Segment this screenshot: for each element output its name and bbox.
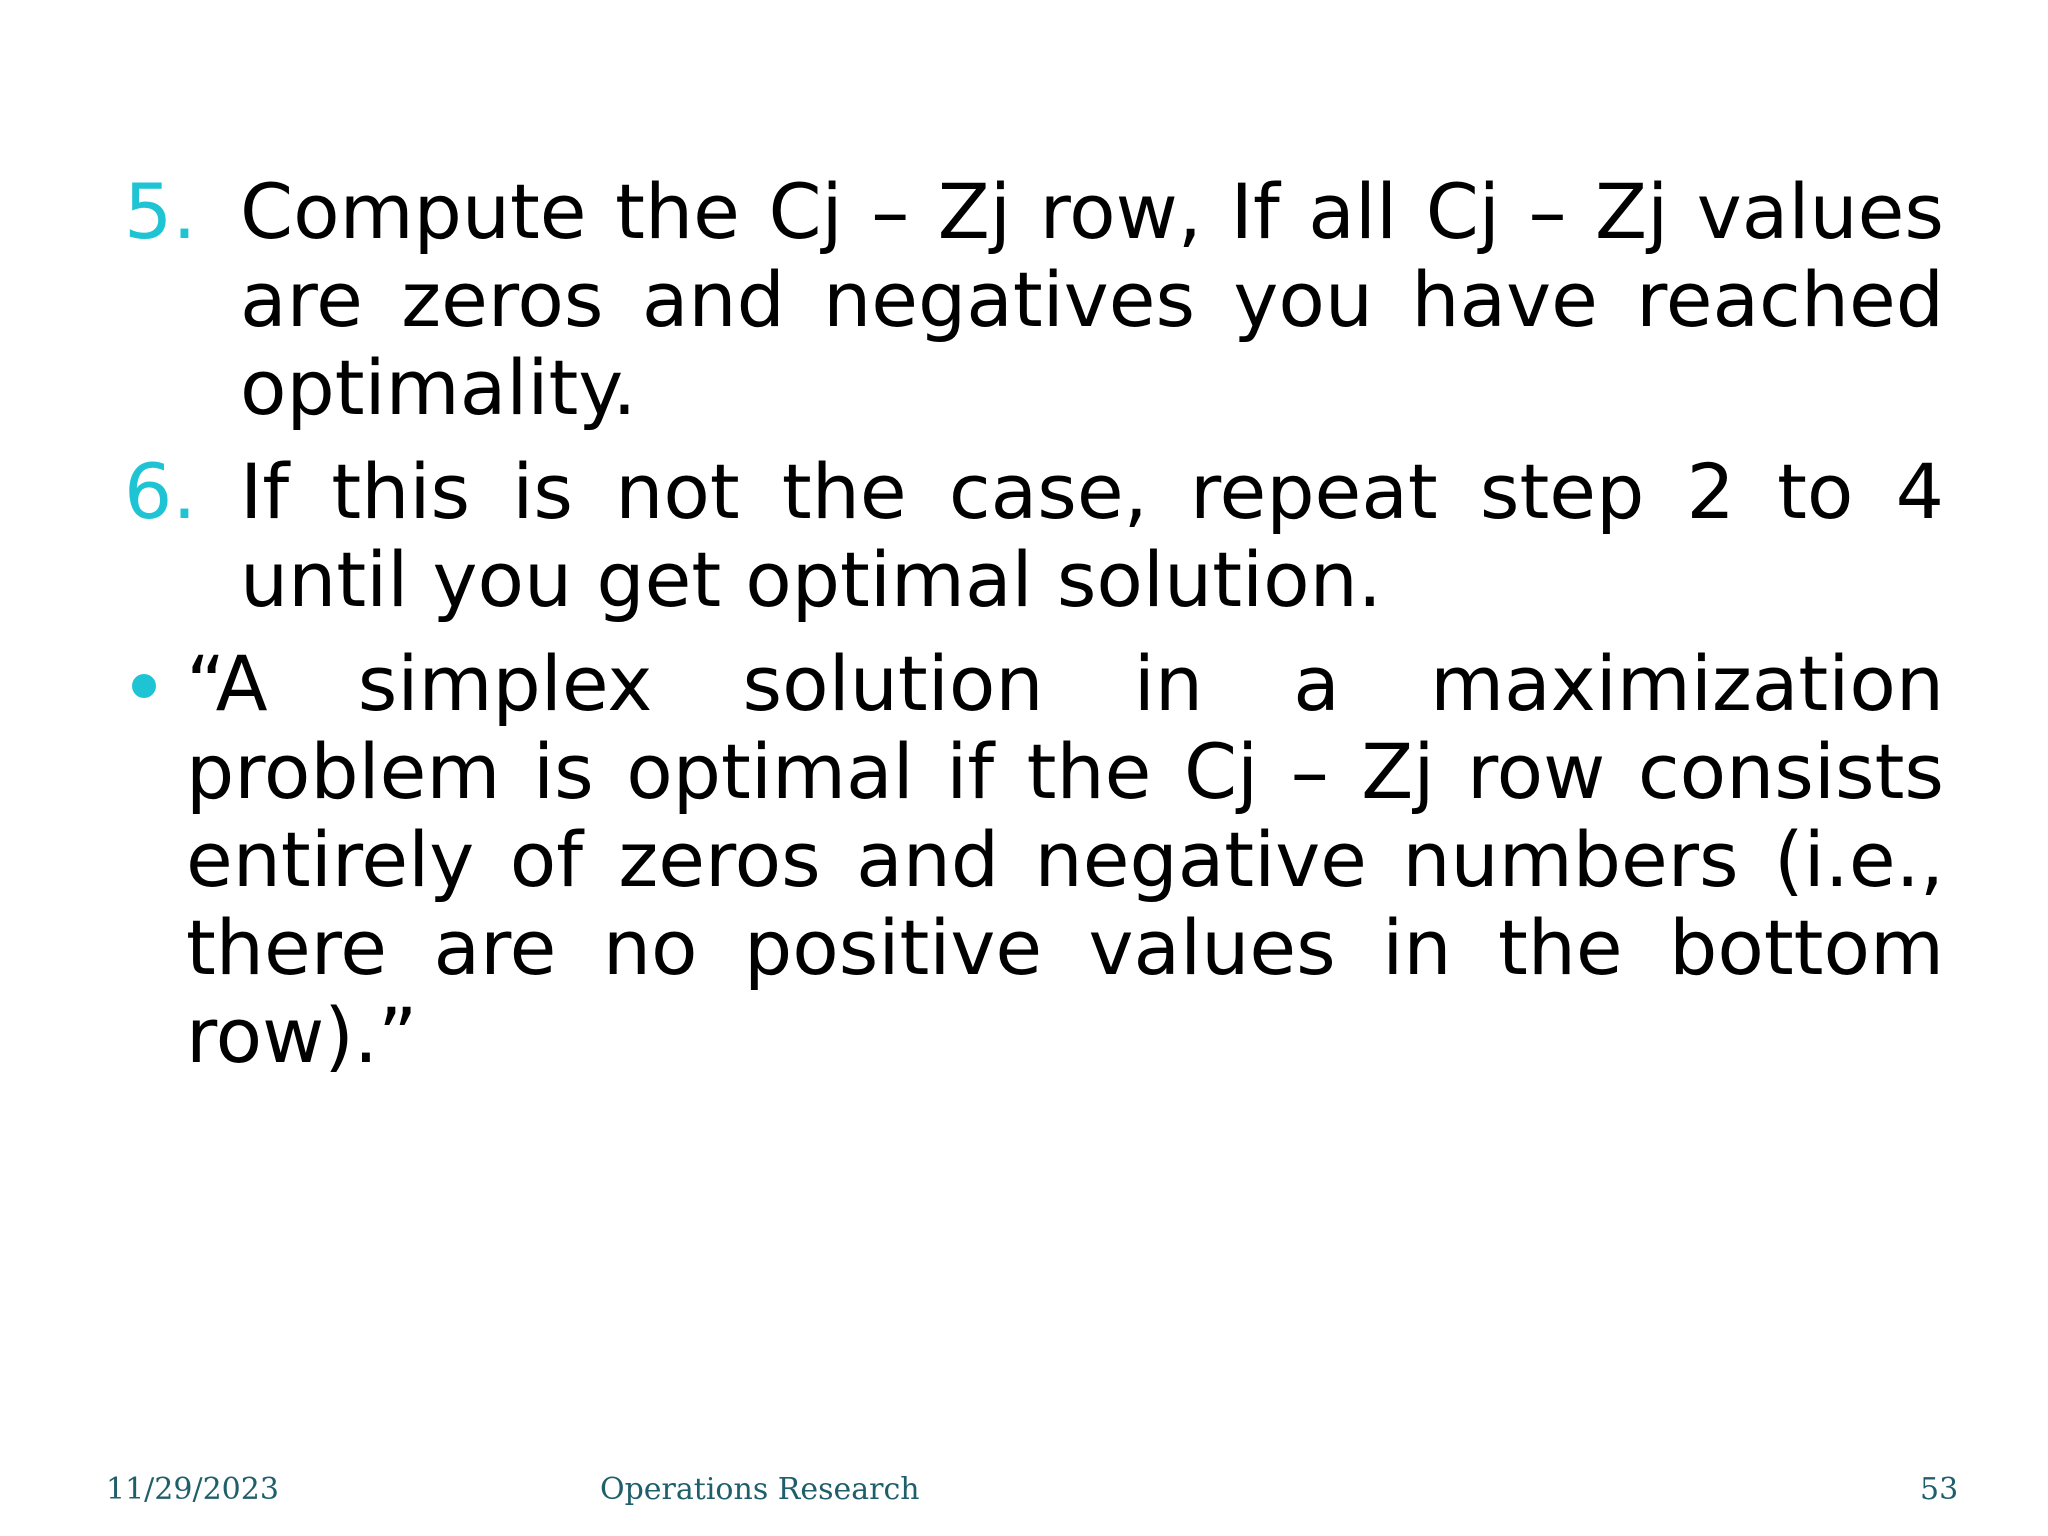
bullet-item	[124, 640, 1944, 1080]
item-text: Compute the Cj – Zj row, If all Cj – Zj values are zeros and negatives you have reached optimality.	[240, 167, 1944, 432]
slide-content	[124, 168, 1944, 1080]
item-number: 6.	[124, 447, 197, 536]
bullet-dot	[132, 674, 156, 698]
item-number: 5.	[124, 167, 197, 256]
item-text: If this is not the case, repeat step 2 to 4 until you get optimal solution.	[240, 447, 1944, 624]
bullet-text: “A simplex solution in a maximization problem is optimal if the Cj – Zj row consists entirely of zeros and negative numbers (i.e., there are no positive values in the bottom row).”	[186, 639, 1944, 1080]
numbered-item-5	[124, 168, 1944, 432]
footer-date: 11/29/2023	[106, 1472, 279, 1507]
footer-title: Operations Research	[600, 1472, 920, 1507]
bullet-icon	[124, 640, 186, 728]
footer-page-number: 53	[1920, 1472, 1959, 1507]
numbered-item-6	[124, 448, 1944, 624]
